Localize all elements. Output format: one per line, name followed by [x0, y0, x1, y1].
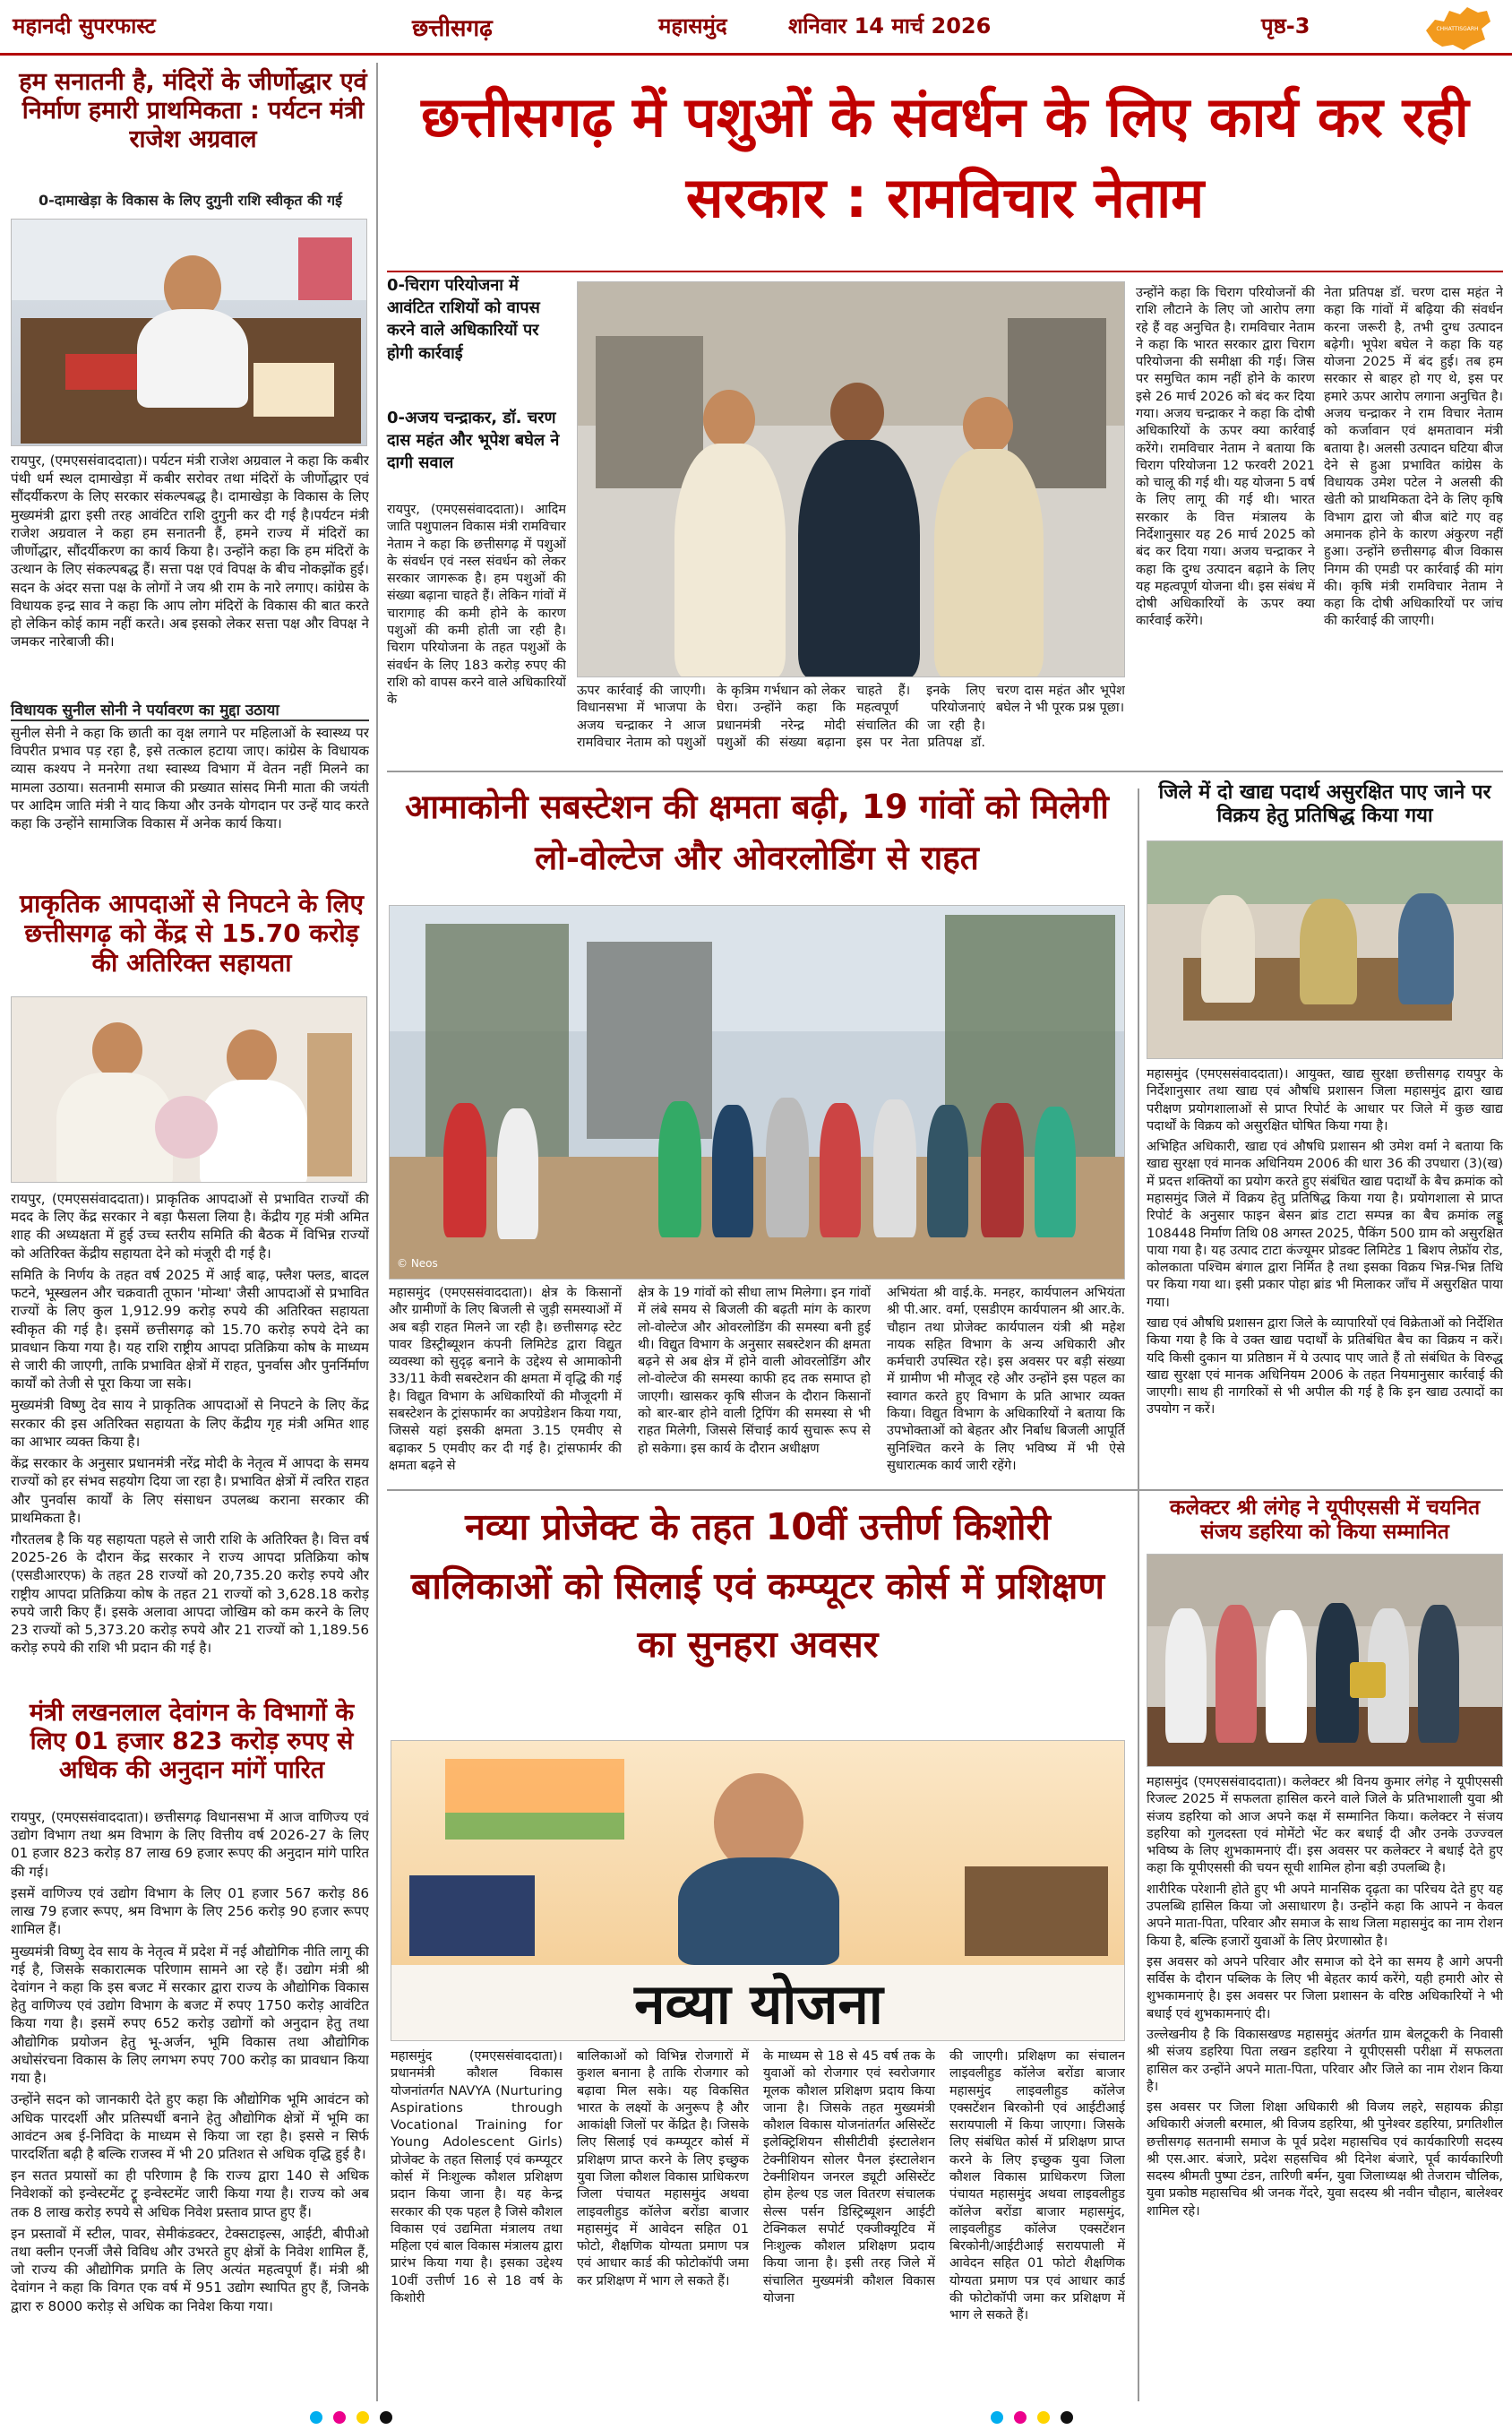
- disaster-para: समिति के निर्णय के तहत वर्ष 2025 में आई बाढ़, फ्लैश फ्लड, बादल फटने, भूस्खलन और चक्रवाती तूफान 'मोन्था' जैसी आपदाओं से प्रभावित राज्यों के लिए कुल 1,912.99 करोड़ रुपये की अतिरिक्त सहायता स्वीकृत की गई है। इसमें छत्तीसगढ़ को 15.70 करोड़ रुपये देने का प्रावधान किया गया है। यह राशि राष्ट्रीय आपदा प्रतिक्रिया कोष के माध्यम से जारी की जाएगी, ताकि प्रभावित क्षेत्रों में राहत, पुनर्वास और पुनर्निर्माण कार्यों को तेजी से पूरा किया जा सके।: [11, 1266, 369, 1392]
- disaster-para: गौरतलब है कि यह सहायता पहले से जारी राशि के अतिरिक्त है। वित्त वर्ष 2025-26 के दौरान केंद्र सरकार ने राज्य आपदा प्रतिक्रिया कोष (एसडीआरएफ) के तहत 28 राज्यों को 20,735.20 करोड़ रुपये और राष्ट्रीय आपदा प्रतिक्रिया कोष के तहत 21 राज्यों को 3,628.18 करोड़ रुपये जारी किए हैं। इसके अलावा आपदा जोखिम को कम करने के लिए 23 राज्यों को 5,373.20 करोड़ रुपये और 21 राज्यों को 1,189.56 करोड़ रुपये की राशि भी प्रदान की गई है।: [11, 1530, 369, 1657]
- headline-disaster: प्राकृतिक आपदाओं से निपटने के लिए छत्तीसगढ़ को केंद्र से 15.70 करोड़ की अतिरिक्त सहायता: [20, 889, 364, 978]
- deck-chirag: 0-चिराग परियोजना में आवंटित राशियों को वापस करने वाले अधिकारियों पर होगी कार्रवाई: [387, 276, 540, 363]
- column-rule: [1138, 788, 1139, 2401]
- food-para: महासमुंद (एमएससंवाददाता)। आयुक्त, खाद्य सुरक्षा छत्तीसगढ़ रायपुर के निर्देशानुसार तथा खाद्य एवं औषधि प्रशासन जिला महासमुंद द्वारा खाद्य परीक्षण प्रयोगशालाओं से प्राप्त रिपोर्ट के आधार पर जिले में कुछ खाद्य पदार्थों के विक्रय को असुरक्षित घोषित किया गया है।: [1147, 1067, 1503, 1133]
- state-map-icon: [1422, 4, 1492, 52]
- body-main-d: नेता प्रतिपक्ष डॉ. चरण दास महंत ने कहा कि गांवों में बढ़िया की संवर्धन करना जरूरी है, तभी दुग्ध उत्पादन बढ़ेगी। भूपेश बघेल ने कहा कि यह योजना 2025 में बंद हुई। तब हम सरकार से बाहर हो गए थे, इस पर हमारे ऊपर आरोप लगाना अनुचित है। अजय चन्द्राकर ने राम विचार नेताम को कर्जावान एवं क्षमतावान मंत्री बताया है। अलसी उत्पादन घटिया बीज देने से हुआ प्रभावित कांग्रेस के विधायक उमेश पटेल ने अलसी की खेती को प्राथमिकता देने के लिए कृषि विभाग द्वारा जो बीज बांटे गए वह अमानक होने के कारण अंकुरण नहीं हुआ। उन्होंने छत्तीसगढ़ बीज विकास निगम की एमडी पर कार्रवाई की मांग की। कृषि मंत्री रामविचार नेताम ने कहा कि दोषी अधिकारियों पर जांच की कार्रवाई की जाएगी।: [1324, 286, 1503, 629]
- disaster-para: रायपुर, (एमएससंवाददाता)। प्राकृतिक आपदाओं से प्रभावित राज्यों की मदद के लिए केंद्र सरकार ने बड़ा फैसला लिया है। केंद्रीय गृह मंत्री अमित शाह की अध्यक्षता में हुई उच्च स्तरीय समिति की बैठक में विभिन्न राज्यों को अतिरिक्त केंद्रीय सहायता देने को मंजूरी दी गई है।: [11, 1191, 369, 1262]
- headline-food: जिले में दो खाद्य पदार्थ असुरक्षित पाए जाने पर विक्रय हेतु प्रतिषिद्ध किया गया: [1158, 781, 1491, 827]
- rule: [387, 771, 1503, 772]
- masthead: [0, 0, 1512, 56]
- section-name: छत्तीसगढ़: [412, 15, 493, 42]
- photo-substation: [389, 905, 1125, 1280]
- registration-marks: [985, 2410, 1078, 2427]
- industry-para: मुख्यमंत्री विष्णु देव साय के नेतृत्व में प्रदेश में नई औद्योगिक नीति लागू की गई है, जिसके सकारात्मक परिणाम सामने आ रहे हैं। उद्योग मंत्री श्री देवांगन ने कहा कि इस बजट में सरकार द्वारा राज्य के औद्योगिक विकास हेतु वाणिज्य एवं उद्योग विभाग के बजट में रुपए 1750 करोड़ आवंटित किया गया है। इसमें रुपए 652 करोड़ उद्योगों को अनुदान हेतु तथा औद्योगिक प्रयोजन हेतु भू-अर्जन, भूमि विकास तथा औद्योगिक अधोसंरचना विकास के लिए लगभग रुपए 700 करोड़ का प्रावधान किया गया है।: [11, 1943, 369, 2087]
- photo-collector-honour: [1147, 1554, 1503, 1767]
- body-collector: [1147, 1774, 1503, 2392]
- poster-navya: [391, 1740, 1125, 2041]
- body-navya-2: बालिकाओं को विभिन्न रोजगारों में कुशल बनाना है ताकि रोजगार को बढ़ावा मिल सके। यह विकसित भारत के लक्ष्यों के अनुरूप है और आकांक्षी जिलों पर केंद्रित है। जिसके लिए सिलाई एवं कम्प्यूटर कोर्स में प्रशिक्षण प्राप्त करने के लिए इच्छुक युवा जिला कौशल विकास प्राधिकरण जिला पंचायत महासमुंद अथवा लाइवलीहुड कॉलेज बरोंडा बाजार महासमुंद में आवेदन सहित 01 फोटो, शैक्षणिक योग्यता प्रमाण पत्र एवं आधार कार्ड की फोटोकॉपी जमा कर प्रशिक्षण में भाग ले सकते हैं।: [577, 2049, 749, 2288]
- industry-para: उन्होंने सदन को जानकारी देते हुए कहा कि औद्योगिक भूमि आवंटन को अधिक पारदर्शी और प्रतिस्पर्धी बनाने हेतु औद्योगिक क्षेत्रों में भूमि का आवंटन अब ई-निविदा के माध्यम से किया जा रहा है। इससे न सिर्फ पारदर्शिता बढ़ी है बल्कि राजस्व में भी 20 प्रतिशत से अधिक वृद्धि हुई है।: [11, 2091, 369, 2162]
- food-para: अभिहित अधिकारी, खाद्य एवं औषधि प्रशासन श्री उमेश वर्मा ने बताया कि खाद्य सुरक्षा एवं मानक अधिनियम 2006 की धारा 36 की उपधारा (3)(ख) में प्रदत्त शक्तियों का प्रयोग करते हुए संबंधित खाद्य पदार्थों के बैच क्रमांक को महासमुंद जिले में विक्रय हेतु प्रतिषिद्ध किया गया है। प्रयोगशाला से प्राप्त रिपोर्ट के अनुसार फाइन बेसन ब्रांड टाटा सम्पन्न का बैच क्रमांक लड्डू 108448 निर्माण तिथि 08 अगस्त 2025, पैकिंग 500 ग्राम को असुरक्षित पाया गया है। यह उत्पाद टाटा कंज्यूमर प्रोडक्ट लिमिटेड 1 बिशप लेफ्रॉय रोड, कोलकाता पश्चिम बंगाल द्वारा निर्मित है तथा इसका विक्रय भिन्न-भिन्न तिथि पर किया गया था। इसी प्रकार पोहा ब्रांड भी मिलाकर जाँच में असुरक्षित पाया गया।: [1147, 1140, 1503, 1310]
- body-main-a: रायपुर, (एमएससंवाददाता)। आदिम जाति पशुपालन विकास मंत्री रामविचार नेताम ने कहा कि छत्तीसगढ़ में पशुओं के संवर्धन एवं नस्ल संवर्धन को लेकर सरकार जागरूक है। हम पशुओं की संख्या बढ़ाना चाहते हैं। लेकिन गांवों में चारागाह की कमी होने के कारण पशुओं की कमी होती जा रही है। चिराग परियोजना के तहत पशुओं के संवर्धन के लिए 183 करोड़ रुपए की राशि को वापस करने वाले अधिकारियों के: [387, 503, 566, 708]
- caption-main: ऊपर कार्रवाई की जाएगी। विधानसभा में भाजपा के अजय चन्द्राकर ने आज रामविचार नेताम को पशुओं के कृत्रिम गर्भधान को लेकर घेरा। उन्होंने कहा कि प्रधानमंत्री नरेन्द्र मोदी पशुओं की संख्या बढ़ाना चाहते हैं। इनके लिए महत्वपूर्ण परियोजनाएं संचालित की जा रही है। इस पर नेता प्रतिपक्ष डॉ. चरण दास महंत और भूपेश बघेल ने भी पूरक प्रश्न पूछा।: [577, 684, 1125, 750]
- deck-tourism: 0-दामाखेड़ा के विकास के लिए दुगुनी राशि स्वीकृत की गई: [39, 192, 342, 209]
- headline-tourism: हम सनातनी है, मंदिरों के जीर्णोद्धार एवं निर्माण हमारी प्राथमिकता : पर्यटन मंत्री राजेश अग्रवाल: [19, 68, 367, 153]
- headline-substation: आमाकोनी सबस्टेशन की क्षमता बढ़ी, 19 गांवों को मिलेगी लो-वोल्टेज और ओवरलोडिंग से राहत: [405, 788, 1109, 878]
- photo-disaster-meeting: [11, 996, 367, 1183]
- body-industry: [11, 1808, 369, 2374]
- body-navya-4: की जाएगी। प्रशिक्षण का संचालन लाइवलीहुड कॉलेज बरोंडा बाजार महासमुंद लाइवलीहुड कॉलेज एक्सटेंशन बिरकोनी एवं आईटीआई सरायपाली में किया जाएगा। जिसके लिए संबंधित कोर्स में प्रशिक्षण प्राप्त करने के लिए इच्छुक युवा जिला कौशल विकास प्राधिकरण जिला पंचायत महासमुंद अथवा लाइवलीहुड कॉलेज बरोंडा बाजार महासमुंद, लाइवलीहुड कॉलेज एक्सटेंशन बिरकोनी/आईटीआई सरायपाली में आवेदन सहित 01 फोटो शैक्षणिक योग्यता प्रमाण पत्र एवं आधार कार्ड की फोटोकॉपी जमा कर प्रशिक्षण में भाग ले सकते हैं।: [949, 2049, 1125, 2323]
- city-name: महासमुंद: [658, 13, 727, 39]
- photo-minister-group: [577, 281, 1125, 677]
- body-tourism: रायपुर, (एमएससंवाददाता)। पर्यटन मंत्री राजेश अग्रवाल ने कहा कि कबीर पंथी धर्म स्थल दामाखेड़ा में कबीर सरोवर तथा मंदिरों के जीर्णोद्धार एवं सौंदर्यीकरण के लिए सरकार संकल्पबद्ध है। दामाखेड़ा के विकास के लिए मुख्यमंत्री द्वारा इसी तरह आवंटित राशि दुगुनी कर दी गई है।पर्यटन मंत्री राजेश अग्रवाल ने कहा हम सनातनी हैं, हमने राज्य में मंदिरों का जीर्णोद्धार, सौंदर्यीकरण का कार्य किया है। उन्होंने कहा कि हम मंदिरों के उत्थान के लिए संकल्पबद्ध हैं। सत्ता पक्ष एवं विपक्ष के बीच नोकझोंक हुई। सदन के अंदर सत्ता पक्ष के लोगों ने जय श्री राम के नारे लगाए। कांग्रेस के विधायक इन्द्र साव ने कहा कि आप लोग मंदिरों के विकास की बात करते हो लेकिन कोई काम नहीं करते। अब इसको लेकर सत्ता पक्ष और विपक्ष ने जमकर नारेबाजी की।: [11, 452, 369, 651]
- paper-name: महानदी सुपरफास्ट: [13, 13, 156, 39]
- industry-para: इन सतत प्रयासों का ही परिणाम है कि राज्य द्वारा 140 से अधिक निवेशकों को इन्वेस्टमेंट ट्रू इन्वेस्टमेंट जारी किया गया है। राज्य को अब तक 8 लाख करोड़ रुपये से अधिक निवेश प्रस्ताव प्राप्त हुए हैं।: [11, 2167, 369, 2220]
- rule: [387, 271, 1503, 272]
- collector-para: इस अवसर को अपने परिवार और समाज को देने का समय है आगे अपनी सर्विस के दौरान पब्लिक के लिए भी बेहतर कार्य करेंगे, यही हमारी ओर से शुभकामनाएं है। इस अवसर पर जिला प्रशासन के वरिष्ठ अधिकारियों ने भी बधाई एवं शुभकामनाएं दी।: [1147, 1954, 1503, 2021]
- map-label: CHHATTISGARH: [1436, 26, 1479, 32]
- headline-industry: मंत्री लखनलाल देवांगन के विभागों के लिए 01 हजार 823 करोड़ रुपए से अधिक की अनुदान मांगें पारित: [13, 1699, 371, 1785]
- body-substation-2: क्षेत्र के 19 गांवों को सीधा लाभ मिलेगा। इन गांवों में लंबे समय से बिजली की बढ़ती मांग के कारण लो-वोल्टेज और ओवरलोडिंग की समस्या बनी हुई थी। विद्युत विभाग के अनुसार सबस्टेशन की क्षमता बढ़ने से अब क्षेत्र में होने वाली ओवरलोडिंग और लो-वोल्टेज की समस्या काफी हद तक समाप्त हो जाएगी। खासकर कृषि सीजन के दौरान किसानों को बार-बार होने वाली ट्रिपिंग की समस्या से भी राहत मिलेगी, जिससे सिंचाई कार्य सुचारू रूप से हो सकेगा। इस कार्य के दौरान अधीक्षण: [638, 1286, 871, 1456]
- body-environment: सुनील सेनी ने कहा कि छाती का वृक्ष लगाने पर महिलाओं के स्वास्थ्य पर विपरीत प्रभाव पड़ रहा है, इसे तत्काल हटाया जाए। कांग्रेस के विधायक व्यास कश्यप ने मनरेगा तथा स्वास्थ्य विभाग में वेतन नहीं मिलने का मामला उठाया। सतनामी समाज की प्रख्यात सांसद मिनी माता की जयंती पर आदिम जाति मंत्री ने याद किया और उनके योगदान पर उन्हें याद करते कहा कि उन्होंने सामाजिक विकास में अनेक कार्य किया।: [11, 725, 369, 832]
- body-substation-3: अभियंता श्री वाई.के. मनहर, कार्यपालन अभियंता श्री पी.आर. वर्मा, एसडीएम कार्यपालन श्री आर.के. चौहान तथा प्रोजेक्ट कार्यपालन यंत्री श्री महेश नायक सहित विभाग के अन्य अधिकारी और कर्मचारी उपस्थित रहे। इस अवसर पर बड़ी संख्या में ग्रामीण भी मौजूद रहे और उन्होंने इस पहल का स्वागत करते हुए विभाग के प्रति आभार व्यक्त किया। विद्युत विभाग के अधिकारियों ने बताया कि उपभोक्ताओं को बेहतर और निर्बाध बिजली आपूर्ति सुनिश्चित करने के लिए भविष्य में भी ऐसे सुधारात्मक कार्य जारी रहेंगे।: [887, 1286, 1125, 1473]
- disaster-para: मुख्यमंत्री विष्णु देव साय ने प्राकृतिक आपदाओं से निपटने के लिए केंद्र सरकार की इस अतिरिक्त सहायता के लिए केंद्रीय गृह मंत्री अमित शाह का आभार व्यक्त किया है।: [11, 1397, 369, 1450]
- collector-para: इस अवसर पर जिला शिक्षा अधिकारी श्री विजय लहरे, सहायक क्रीड़ा अधिकारी अंजली बरमाल, श्री विजय डहरिया, श्री पुनेश्वर डहरिया, प्रगतिशील छत्तीसगढ़ सतनामी समाज के पूर्व प्रदेश महासचिव एवं कार्यकारिणी सदस्य श्री एस.आर. बंजारे, प्रदेश सहसचिव श्री दिनेश बंजारे, पूर्व कार्यकारिणी सदस्य श्रीमती पुष्पा टंडन, तारिणी बर्मन, युवा जिलाध्यक्ष श्री तेजराम चौलिक, युवा प्रकोष्ठ महासचिव श्री जनक गेंदरे, युवा सदस्य श्री नवीन चौहान, बालेश्वर शामिल रहे।: [1147, 2100, 1503, 2219]
- collector-para: महासमुंद (एमएससंवाददाता)। कलेक्टर श्री विनय कुमार लंगेह ने यूपीएससी रिजल्ट 2025 में सफलता हासिल करने वाले जिले के प्रतिभाशाली युवा श्री संजय डहरिया को आज अपने कक्ष में सम्मानित किया। कलेक्टर ने संजय डहरिया को गुलदस्ता एवं मोमेंटो भेंट कर बधाई दी और उनके उज्ज्वल भविष्य के लिए शुभकामनाएं दीं। इस अवसर पर कलेक्टर ने बधाई देते हुए कहा कि यूपीएससी की चयन सूची शामिल होना बड़ी उपलब्धि है।: [1147, 1775, 1503, 1876]
- body-navya-1: महासमुंद (एमएससंवाददाता)। प्रधानमंत्री कौशल विकास योजनांतर्गत NAVYA (Nurturing Aspirations through Vocational Training for Young Adolescent Girls) प्रोजेक्ट के तहत सिलाई एवं कम्प्यूटर कोर्स में निःशुल्क कौशल प्रशिक्षण प्रदान किया जाना है। यह केन्द्र सरकार की एक पहल है जिसे कौशल विकास एवं उद्यमिता मंत्रालय तथा महिला एवं बाल विकास मंत्रालय द्वारा प्रारंभ किया गया है। इसका उद्देश्य 10वीं उत्तीर्ण 16 से 18 वर्ष के किशोरी: [391, 2049, 563, 2305]
- photo-tourism-minister: [11, 219, 367, 446]
- photo-food-inspection: [1147, 840, 1503, 1059]
- body-substation-1: महासमुंद (एमएससंवाददाता)। क्षेत्र के किसानों और ग्रामीणों के लिए बिजली से जुड़ी समस्याओं में अब बड़ी राहत मिलने जा रही है। छत्तीसगढ़ स्टेट पावर डिस्ट्रीब्यूशन कंपनी लिमिटेड द्वारा विद्युत व्यवस्था को सुदृढ़ बनाने के उद्देश्य से आमाकोनी 33/11 केवी सबस्टेशन की क्षमता में वृद्धि की गई है। विद्युत विभाग के अधिकारियों की मौजूदगी में सबस्टेशन के ट्रांसफार्मर का अपग्रेडेशन किया गया, जिससे यहां इसकी क्षमता 3.15 एमवीए से बढ़ाकर 5 एमवीए कर दी गई है। ट्रांसफार्मर की क्षमता बढ़ने से: [389, 1286, 622, 1473]
- photo-watermark: © Neos: [397, 1257, 438, 1270]
- industry-para: इसमें वाणिज्य एवं उद्योग विभाग के लिए 01 हजार 567 करोड़ 86 लाख 79 हजार रूपए, श्रम विभाग के लिए 256 करोड़ 90 हजार रूपए शामिल हैं।: [11, 1884, 369, 1938]
- headline-collector: कलेक्टर श्री लंगेह ने यूपीएससी में चयनित संजय डहरिया को किया सम्मानित: [1169, 1496, 1481, 1545]
- food-para: खाद्य एवं औषधि प्रशासन द्वारा जिले के व्यापारियों एवं विक्रेताओं को निर्देशित किया गया है कि वे उक्त खाद्य पदार्थों के प्रतिबंधित बैच का विक्रय न करें। यदि किसी दुकान या प्रतिष्ठान में ये उत्पाद पाए जाते हैं तो संबंधित के विरुद्ध खाद्य सुरक्षा एवं मानक अधिनियम 2006 के तहत नियमानुसार कार्रवाई की जाएगी। साथ ही नागरिकों से भी अपील की गई है कि इन खाद्य उत्पादों का उपयोग न करें।: [1147, 1315, 1503, 1418]
- headline-environment: विधायक सुनील सोनी ने पर्यावरण का मुद्दा उठाया: [11, 699, 369, 721]
- issue-date: शनिवार 14 मार्च 2026: [788, 13, 992, 39]
- deck-questions: 0-अजय चन्द्राकर, डॉ. चरण दास महंत और भूपेश बघेल ने दागी सवाल: [387, 409, 560, 473]
- industry-para: रायपुर, (एमएससंवाददाता)। छत्तीसगढ़ विधानसभा में आज वाणिज्य एवं उद्योग विभाग तथा श्रम विभाग के लिए वित्तीय वर्ष 2026-27 के लिए 01 हजार 823 करोड़ 87 लाख 69 हजार रूपए की अनुदान मांगे पारित की गई।: [11, 1809, 369, 1880]
- industry-para: इन प्रस्तावों में स्टील, पावर, सेमीकंडक्टर, टेक्सटाइल्स, आईटी, बीपीओ तथा क्लीन एनर्जी जैसे विविध और उभरते हुए क्षेत्रों के निवेश शामिल हैं, जो राज्य की औद्योगिक प्रगति के लिए अत्यंत महत्वपूर्ण हैं। मंत्री श्री देवांगन ने कहा कि विगत एक वर्ष में 951 उद्योग स्थापित हुए हैं, जिनके द्वारा रु 8000 करोड़ से अधिक का निवेश किया गया।: [11, 2225, 369, 2314]
- headline-main: छत्तीसगढ़ में पशुओं के संवर्धन के लिए कार्य कर रही सरकार : रामविचार नेताम: [421, 84, 1469, 230]
- navya-banner-text: नव्या योजना: [634, 1971, 883, 2037]
- collector-para: शारीरिक परेशानी होते हुए भी अपने मानसिक दृढ़ता का परिचय देते हुए यह उपलब्धि हासिल किया जो असाधारण है। उन्होंने कहा कि आपने न केवल अपने माता-पिता, परिवार और समाज के साथ जिला महासमुंद का नाम रोशन किया है, बल्कि हजारों युवाओं के लिए प्रेरणास्रोत है।: [1147, 1882, 1503, 1949]
- body-navya-3: के माध्यम से 18 से 45 वर्ष तक के युवाओं को रोजगार एवं स्वरोजगार मूलक कौशल प्रशिक्षण प्रदाय किया जाना है। जिसके तहत मुख्यमंत्री कौशल विकास योजनांतर्गत असिस्टेंट इलेक्ट्रिशियन सीसीटीवी इंस्टालेशन टेक्नीशियन सोलर पैनल इंस्टालेशन टेक्नीशियन जनरल ड्यूटी असिस्टेंट होम हेल्थ एड जल वितरण संचालक सेल्स पर्सन डिस्ट्रिब्यूशन आईटी टेक्निकल सपोर्ट एक्जीक्यूटिव में निःशुल्क कौशल प्रशिक्षण प्रदाय किया जाना है। इसी तरह जिले में संचालित मुख्यमंत्री कौशल विकास योजना: [763, 2049, 935, 2305]
- column-rule: [376, 63, 378, 2401]
- body-food: [1147, 1066, 1503, 1484]
- rule: [387, 1489, 1503, 1491]
- page-number: पृष्ठ-3: [1261, 13, 1310, 39]
- disaster-para: केंद्र सरकार के अनुसार प्रधानमंत्री नरेंद्र मोदी के नेतृत्व में आपदा के समय राज्यों को हर संभव सहयोग दिया जा रहा है। प्रभावित क्षेत्रों में त्वरित राहत और पुनर्वास कार्यों के लिए संसाधन उपलब्ध कराना सरकार की प्राथमिकता है।: [11, 1455, 369, 1526]
- body-main-c: उन्होंने कहा कि चिराग परियोजनों की राशि लौटाने के लिए जो आरोप लगा रहे हैं वह अनुचित है। रामविचार नेताम ने कहा कि भारत सरकार द्वारा चिराग परियोजना की समीक्षा की गई। जिस पर समुचित काम नहीं होने के कारण इसे 26 मार्च 2026 को बंद कर दिया गया। अजय चन्द्राकर ने कहा कि दोषी अधिकारियों के ऊपर क्या कार्रवाई करेंगे। रामविचार नेताम ने बताया कि चिराग परियोजना 12 फरवरी 2021 को चालू की गई थी। यह योजना 5 वर्ष के लिए लागू की गई थी। भारत सरकार के वित्त मंत्रालय के निर्देशानुसार यह 26 मार्च 2025 को बंद कर दिया गया। अजय चन्द्राकर ने कहा कि दुग्ध उत्पादन बढ़ाने के लिए यह महत्वपूर्ण योजना थी। इस संबंध में दोषी अधिकारियों के ऊपर क्या कार्रवाई करेंगे।: [1136, 286, 1315, 629]
- collector-para: उल्लेखनीय है कि विकासखण्ड महासमुंद अंतर्गत ग्राम बेलटूकरी के निवासी श्री संजय डहरिया पिता लखन डहरिया ने यूपीएससी परीक्षा में सफलता हासिल कर उन्होंने अपने माता-पिता, परिवार और जिले का नाम रोशन किया है।: [1147, 2027, 1503, 2094]
- registration-marks: [305, 2410, 398, 2427]
- headline-navya: नव्या प्रोजेक्ट के तहत 10वीं उत्तीर्ण किशोरी बालिकाओं को सिलाई एवं कम्प्यूटर कोर्स में प्रशिक्षण का सुनहरा अवसर: [410, 1505, 1105, 1667]
